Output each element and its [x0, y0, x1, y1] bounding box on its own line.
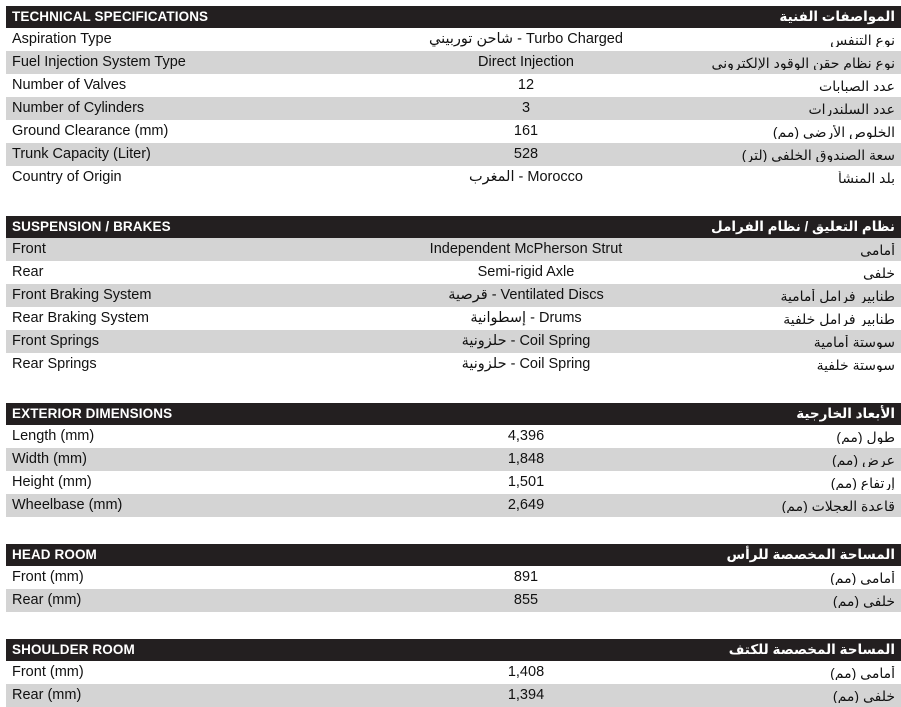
row-value: Turbo Charged - شاحن توربيني — [429, 32, 623, 47]
table-row — [6, 353, 901, 376]
row-label-en: Height (mm) — [12, 475, 92, 490]
row-label-en: Number of Cylinders — [12, 101, 145, 116]
section-title-en: EXTERIOR DIMENSIONS — [12, 406, 173, 422]
row-label-en: Front — [12, 242, 46, 257]
table-row — [6, 494, 901, 517]
table-row — [6, 661, 901, 684]
table-row — [6, 97, 901, 120]
row-label-en: Front (mm) — [12, 665, 84, 680]
section-header-technical-specifications — [6, 6, 901, 28]
row-label-en: Ground Clearance (mm) — [12, 124, 169, 139]
row-label-en: Aspiration Type — [12, 32, 112, 47]
row-value: Ventilated Discs - قرصية — [448, 288, 604, 303]
section-title-ar: نظام التعليق / نظام الفرامل — [711, 219, 895, 235]
row-value: Direct Injection — [478, 55, 574, 70]
section-title-en: SHOULDER ROOM — [12, 642, 135, 658]
row-label-ar: خلفي (مم) — [832, 688, 895, 703]
row-label-ar: سعة الصندوق الخلفي (لتر) — [741, 147, 895, 162]
row-label-ar: أمامي (مم) — [830, 570, 895, 585]
row-value: 1,394 — [507, 688, 545, 703]
row-value: 3 — [521, 101, 531, 116]
row-label-ar: طنابير فرامل أمامية — [780, 288, 895, 303]
row-label-en: Rear Braking System — [12, 311, 149, 326]
row-value: 12 — [517, 78, 535, 93]
table-row — [6, 307, 901, 330]
table-row — [6, 120, 901, 143]
row-label-en: Front (mm) — [12, 570, 84, 585]
row-label-ar: عرض (مم) — [831, 452, 895, 467]
row-label-en: Rear — [12, 265, 44, 280]
table-row — [6, 566, 901, 589]
section-head-room — [0, 544, 901, 612]
table-row — [6, 471, 901, 494]
table-row — [6, 425, 901, 448]
row-label-en: Rear (mm) — [12, 688, 82, 703]
row-label-en: Front Braking System — [12, 288, 152, 303]
section-header-exterior-dimensions — [6, 403, 901, 425]
row-label-en: Trunk Capacity (Liter) — [12, 147, 151, 162]
row-value: 4,396 — [507, 429, 545, 444]
table-row — [6, 166, 901, 189]
row-value: 1,501 — [507, 475, 545, 490]
row-label-ar: أمامي — [860, 242, 895, 257]
section-gap — [0, 189, 901, 216]
table-row — [6, 589, 901, 612]
section-gap — [0, 376, 901, 403]
row-label-en: Length (mm) — [12, 429, 95, 444]
row-label-en: Fuel Injection System Type — [12, 55, 186, 70]
row-label-ar: طول (مم) — [836, 429, 895, 444]
table-row — [6, 51, 901, 74]
section-title-ar: المواصفات الفنية — [779, 9, 895, 25]
section-title-ar: المساحة المخصصة للكتف — [728, 642, 895, 658]
row-value: 891 — [513, 570, 539, 585]
row-label-ar: نوع نظام حقن الوقود الإلكتروني — [711, 55, 895, 70]
row-value: 1,408 — [507, 665, 545, 680]
section-gap — [0, 612, 901, 639]
table-row — [6, 28, 901, 51]
row-label-ar: خلفي (مم) — [832, 593, 895, 608]
row-value: 1,848 — [507, 452, 545, 467]
section-header-suspension-brakes — [6, 216, 901, 238]
table-row — [6, 238, 901, 261]
table-row — [6, 261, 901, 284]
section-title-en: SUSPENSION / BRAKES — [12, 219, 171, 235]
row-label-ar: عدد الصبابات — [819, 78, 895, 93]
row-label-ar: سوستة خلفية — [816, 357, 895, 372]
section-title-en: HEAD ROOM — [12, 547, 97, 563]
row-value: Independent McPherson Strut — [429, 242, 623, 257]
section-gap — [0, 517, 901, 544]
row-label-en: Rear (mm) — [12, 593, 82, 608]
row-value: 2,649 — [507, 498, 545, 513]
row-label-en: Rear Springs — [12, 357, 97, 372]
section-title-ar: الأبعاد الخارجية — [796, 406, 895, 422]
row-label-en: Wheelbase (mm) — [12, 498, 123, 513]
section-suspension-brakes — [0, 216, 901, 376]
row-value: Coil Spring - حلزونية — [461, 334, 591, 349]
table-row — [6, 143, 901, 166]
section-header-shoulder-room — [6, 639, 901, 661]
row-label-ar: خلفي — [862, 265, 895, 280]
section-technical-specifications — [0, 6, 901, 189]
row-label-ar: الخلوص الأرضي (مم) — [772, 124, 895, 139]
row-label-ar: نوع التنفس — [830, 32, 895, 47]
row-label-en: Number of Valves — [12, 78, 127, 93]
table-row — [6, 74, 901, 97]
section-header-head-room — [6, 544, 901, 566]
section-title-ar: المساحة المخصصة للرأس — [726, 547, 895, 563]
row-label-ar: قاعدة العجلات (مم) — [781, 498, 895, 513]
row-value: Semi-rigid Axle — [477, 265, 575, 280]
row-value: Drums - إسطوانية — [470, 311, 582, 326]
row-value: 161 — [513, 124, 539, 139]
row-label-en: Width (mm) — [12, 452, 87, 467]
section-title-en: TECHNICAL SPECIFICATIONS — [12, 9, 209, 25]
row-label-ar: سوستة أمامية — [813, 334, 895, 349]
row-label-ar: طنابير فرامل خلفية — [783, 311, 895, 326]
row-value: 528 — [513, 147, 539, 162]
row-label-en: Country of Origin — [12, 170, 122, 185]
table-row — [6, 330, 901, 353]
row-value: 855 — [513, 593, 539, 608]
table-row — [6, 284, 901, 307]
row-label-en: Front Springs — [12, 334, 100, 349]
row-value: Morocco - المغرب — [469, 170, 583, 185]
row-label-ar: بلد المنشأ — [838, 170, 895, 185]
section-exterior-dimensions — [0, 403, 901, 517]
table-row — [6, 448, 901, 471]
row-value: Coil Spring - حلزونية — [461, 357, 591, 372]
row-label-ar: أمامي (مم) — [830, 665, 895, 680]
row-label-ar: عدد السلندرات — [808, 101, 895, 116]
section-shoulder-room — [0, 639, 901, 707]
row-label-ar: إرتفاع (مم) — [830, 475, 895, 490]
